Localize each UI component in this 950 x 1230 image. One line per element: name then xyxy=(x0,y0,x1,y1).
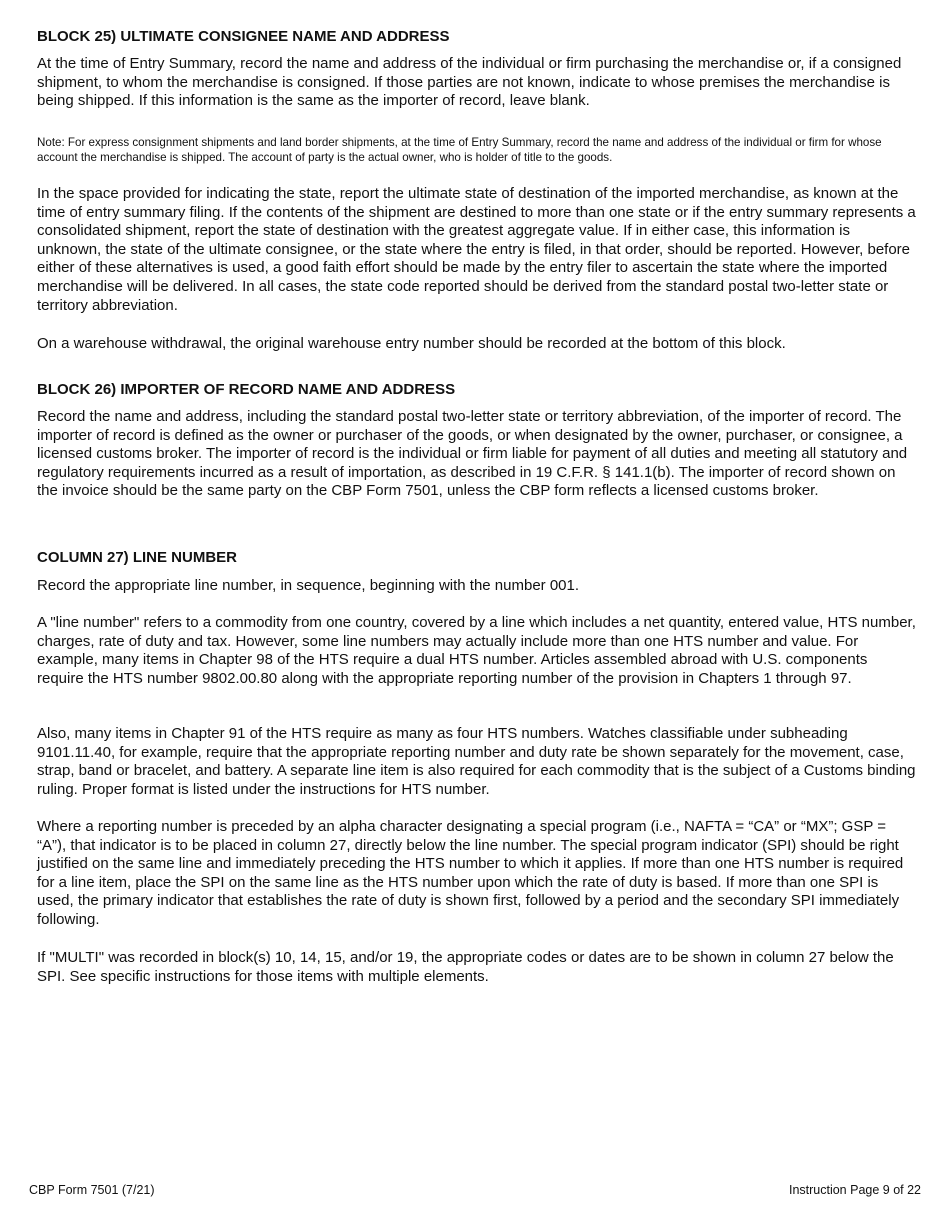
section-heading-column-27: COLUMN 27) LINE NUMBER xyxy=(37,549,238,566)
section-heading-block-26: BLOCK 26) IMPORTER OF RECORD NAME AND ADDRESS xyxy=(37,381,456,398)
paragraph: Where a reporting number is preceded by an alpha character designating a special program (i.e., NAFTA = “CA” or “MX”; GSP = “A”), that indicator is to be placed in column 27, directly below the line number. The special program indicator (SPI) should be right justified on the same line and immediately preceding the HTS number to which it applies. If more than one HTS number is required for a line item, place the SPI on the same line as the HTS number upon which the rate of duty is based. If more than one SPI is used, the primary indicator that establishes the rate of duty is shown first, followed by a period and the secondary SPI immediately following. xyxy=(37,818,904,928)
paragraph: On a warehouse withdrawal, the original warehouse entry number should be recorded at the bottom of this block. xyxy=(37,335,786,352)
paragraph: If "MULTI" was recorded in block(s) 10, 14, 15, and/or 19, the appropriate codes or dates are to be shown in column 27 below the SPI. See specific instructions for those items with multiple elements. xyxy=(37,949,894,985)
paragraph: In the space provided for indicating the state, report the ultimate state of destination of the imported merchandise, as known at the time of entry summary filing. If the contents of the shipment are destined to more than one state or if the entry summary represents a consolidated shipment, report the state of destination with the greatest aggregate value. If in either case, this information is unknown, the state of the ultimate consignee, or the state where the entry is filed, in that order, should be reported. However, before either of these alternatives is used, a good faith effort should be made by the entry filer to ascertain the state where the imported merchandise will be delivered. In all cases, the state code reported should be derived from the standard postal two-letter state or territory abbreviation. xyxy=(37,185,916,314)
paragraph: Record the name and address, including the standard postal two-letter state or territory abbreviation, of the importer of record. The importer of record is defined as the owner or purchaser of the goods, or when designated by the owner, purchaser, or consignee, a licensed customs broker. The importer of record is the individual or firm liable for payment of all duties and meeting all statutory and regulatory requirements incurred as a result of importation, as described in 19 C.F.R. § 141.1(b). The importer of record shown on the invoice should be the same party on the CBP Form 7501, unless the CBP form reflects a licensed customs broker. xyxy=(37,408,908,500)
section-heading-block-25: BLOCK 25) ULTIMATE CONSIGNEE NAME AND ADDRESS xyxy=(37,28,450,45)
paragraph: At the time of Entry Summary, record the name and address of the individual or firm purchasing the merchandise or, if a consigned shipment, to whom the merchandise is consigned. If those parties are not known, indicate to whose premises the merchandise is being shipped. If this information is the same as the importer of record, leave blank. xyxy=(37,55,902,110)
footer-form-id: CBP Form 7501 (7/21) xyxy=(29,1183,155,1197)
note-paragraph: Note: For express consignment shipments and land border shipments, at the time of Entry Summary, record the name and address of the individual or firm for whose account the merchandise is shipped. The account of party is the actual owner, who is holder of title to the goods. xyxy=(37,136,882,164)
footer-page-number: Instruction Page 9 of 22 xyxy=(788,1183,921,1197)
paragraph: Also, many items in Chapter 91 of the HTS require as many as four HTS numbers. Watches classifiable under subheading 9101.11.40, for example, require that the appropriate reporting number and duty rate be shown separately for the movement, case, strap, band or bracelet, and battery. A separate line item is also required for each commodity that is the subject of a Customs binding ruling. Proper format is listed under the instructions for HTS number. xyxy=(37,725,916,798)
paragraph: Record the appropriate line number, in sequence, beginning with the number 001. xyxy=(37,577,580,594)
paragraph: A "line number" refers to a commodity from one country, covered by a line which includes a net quantity, entered value, HTS number, charges, rate of duty and tax. However, some line numbers may actually include more than one HTS number and value. For example, many items in Chapter 98 of the HTS require a dual HTS number. Articles assembled abroad with U.S. components require the HTS number 9802.00.80 along with the appropriate reporting number of the provision in Chapters 1 through 97. xyxy=(37,614,916,687)
